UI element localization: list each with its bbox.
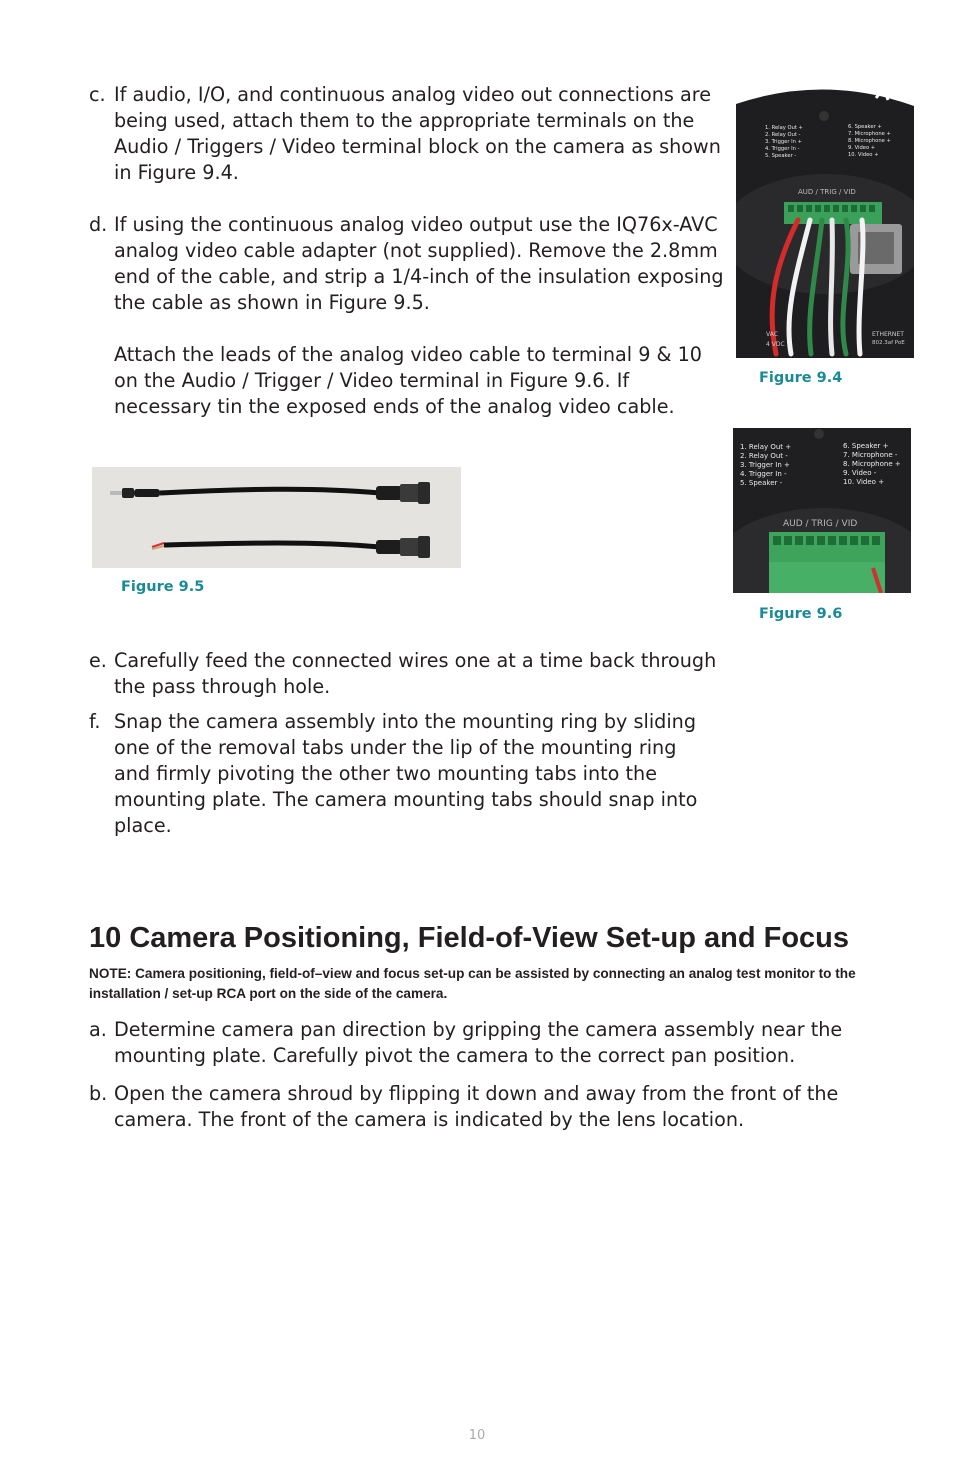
fig94-label: 1. Relay Out +	[765, 125, 803, 131]
step-text: Snap the camera assembly into the mounting ring by sliding one of the removal tabs under the lip of the mounting ring and firmly pivoting the other two mounting tabs into the mounting plate. The camera mounting tabs should snap into place.	[114, 710, 698, 837]
step-marker: e.	[89, 649, 107, 672]
fig96-label: 3. Trigger In +	[740, 461, 790, 469]
fig94-ethernet-label: ETHERNET	[872, 331, 904, 338]
fig94-label: 9. Video +	[848, 145, 876, 151]
step-d-continued	[89, 342, 704, 420]
step-d	[89, 212, 729, 316]
fig96-label: 8. Microphone +	[843, 460, 901, 468]
step-marker: d.	[89, 213, 108, 236]
fig94-block-label: AUD / TRIG / VID	[798, 188, 856, 196]
step-marker: a.	[89, 1018, 107, 1041]
step-marker: b.	[89, 1082, 108, 1105]
figure-9-6-caption: Figure 9.6	[759, 606, 843, 622]
fig94-poe-label: 802.3af PoE	[872, 340, 905, 346]
fig94-label: 2. Relay Out -	[765, 132, 801, 138]
figure-9-4-photo	[736, 84, 914, 358]
fig94-label: 5. Speaker -	[765, 153, 797, 159]
step-text: Determine camera pan direction by gripping the camera assembly near the mounting plate. Carefully pivot the camera to the correct pan position.	[114, 1018, 843, 1067]
step-text: Open the camera shroud by flipping it down and away from the front of the camera. The front of the camera is indicated by the lens location.	[114, 1082, 839, 1131]
fig94-label: 7. Microphone +	[848, 131, 891, 137]
step-a	[89, 1017, 849, 1069]
fig96-label: 2. Relay Out -	[740, 452, 788, 460]
fig94-label: 3. Trigger In +	[765, 139, 802, 145]
step-marker: c.	[89, 83, 106, 106]
step-text: Carefully feed the connected wires one at a time back through the pass through hole.	[114, 649, 717, 698]
step-f	[89, 709, 714, 839]
step-text: If using the continuous analog video output use the IQ76x-AVC analog video cable adapter (not supplied). Remove the 2.8mm end of the cable, and strip a 1/4-inch of the insulation exposing the cable as shown in Figure 9.5.	[114, 213, 724, 314]
fig94-vdc-label: 4 VDC	[766, 341, 785, 348]
section-title: 10 Camera Positioning, Field-of-View Set-up and Focus	[89, 922, 850, 954]
figure-9-6-photo	[733, 428, 911, 593]
figure-9-5-photo	[92, 467, 461, 568]
figure-9-5-caption: Figure 9.5	[121, 579, 205, 595]
section-note: NOTE: Camera positioning, field-of–view and focus set-up can be assisted by connecting an analog test monitor to the installation / set-up RCA port on the side of the camera.	[89, 966, 856, 1001]
step-c	[89, 82, 725, 186]
fig94-vac-label: VAC	[766, 331, 778, 338]
fig96-label: 10. Video +	[843, 478, 885, 486]
page-number: 10	[468, 1428, 486, 1443]
fig94-label: 6. Speaker +	[848, 124, 882, 130]
fig96-block-label: AUD / TRIG / VID	[783, 519, 858, 529]
fig96-label: 4. Trigger In -	[740, 470, 787, 478]
fig96-label: 1. Relay Out +	[740, 443, 792, 451]
fig96-label: 5. Speaker -	[740, 479, 783, 487]
fig94-label: 8. Microphone +	[848, 138, 891, 144]
step-b	[89, 1081, 849, 1133]
fig94-label: 10. Video +	[848, 152, 879, 158]
fig96-label: 9. Video -	[843, 469, 877, 477]
step-text: Attach the leads of the analog video cable to terminal 9 & 10 on the Audio / Trigger / Video terminal in Figure 9.6. If necessary tin the exposed ends of the analog video cable.	[114, 343, 702, 418]
figure-9-4-caption: Figure 9.4	[759, 370, 843, 386]
fig94-label: 4. Trigger In -	[765, 146, 800, 152]
fig96-label: 6. Speaker +	[843, 442, 889, 450]
step-e	[89, 648, 729, 700]
fig96-label: 7. Microphone -	[843, 451, 898, 459]
step-marker: f.	[89, 710, 101, 733]
step-text: If audio, I/O, and continuous analog video out connections are being used, attach them to the appropriate terminals on the Audio / Triggers / Video terminal block on the camera as shown in Figure 9.4.	[114, 83, 721, 184]
